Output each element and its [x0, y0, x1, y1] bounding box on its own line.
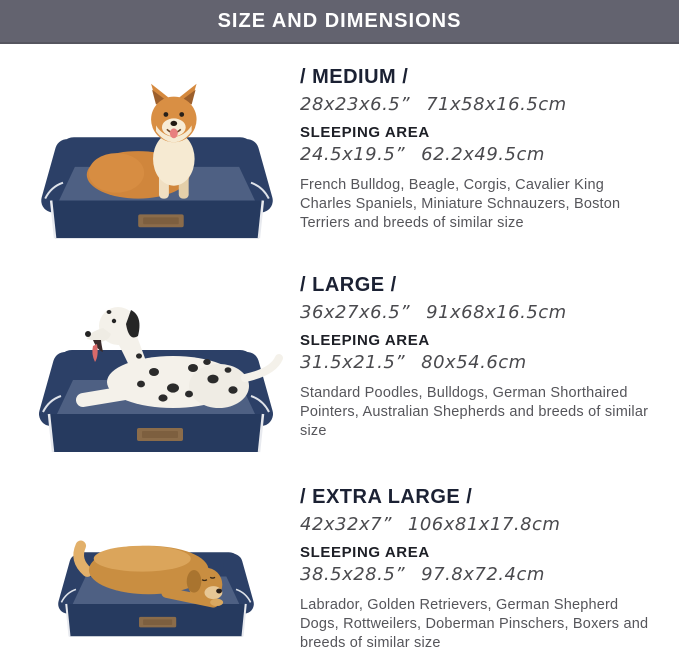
size-name: / EXTRA LARGE /	[300, 486, 473, 508]
breed-list: Labrador, Golden Retrievers, German Shepherd Dogs, Rottweilers, Doberman Pinschers, Boxers and breeds of similar size	[300, 597, 649, 652]
text-block-extra-large	[300, 486, 658, 653]
sleeping-inches: 31.5x21.5”	[300, 352, 406, 373]
dimensions-inches: 42x32x7”	[300, 514, 392, 535]
section-extra-large	[0, 480, 679, 652]
size-name: / LARGE /	[300, 274, 397, 296]
page-title: SIZE AND DIMENSIONS	[217, 9, 462, 32]
dimensions-inches: 36x27x6.5”	[300, 302, 411, 323]
text-block-medium	[300, 66, 658, 233]
sleeping-cm: 80x54.6cm	[421, 352, 527, 373]
sleeping-dimensions	[300, 144, 658, 165]
sleeping-area-label: SLEEPING AREA	[300, 124, 430, 141]
dimensions-cm: 91x68x16.5cm	[426, 302, 567, 323]
sleeping-area-label: SLEEPING AREA	[300, 332, 430, 349]
sleeping-dimensions	[300, 352, 658, 373]
dimensions-cm: 71x58x16.5cm	[426, 94, 567, 115]
photo-extra-large-bed	[12, 494, 300, 646]
header-bar	[0, 0, 679, 44]
dimensions-cm: 106x81x17.8cm	[407, 514, 561, 535]
dimensions-inches: 28x23x6.5”	[300, 94, 411, 115]
sleeping-area-label: SLEEPING AREA	[300, 544, 430, 561]
shiba-inu-on-bed-illustration	[22, 66, 292, 252]
text-block-large	[300, 274, 658, 441]
sleeping-inches: 24.5x19.5”	[300, 144, 406, 165]
golden-retriever-on-bed-illustration	[12, 494, 300, 646]
section-large	[0, 266, 679, 470]
outer-dimensions	[300, 94, 658, 115]
outer-dimensions	[300, 302, 658, 323]
sleeping-dimensions	[300, 564, 658, 585]
breed-list: French Bulldog, Beagle, Corgis, Cavalier King Charles Spaniels, Miniature Schnauzers, Boston Terriers and breeds of similar size	[300, 177, 621, 232]
outer-dimensions	[300, 514, 658, 535]
sleeping-cm: 97.8x72.4cm	[421, 564, 545, 585]
dalmatian-on-bed-illustration	[16, 278, 296, 466]
sleeping-inches: 38.5x28.5”	[300, 564, 406, 585]
size-name: / MEDIUM /	[300, 66, 409, 88]
sleeping-cm: 62.2x49.5cm	[421, 144, 545, 165]
photo-large-bed	[16, 278, 296, 466]
breed-list: Standard Poodles, Bulldogs, German Shorthaired Pointers, Australian Shepherds and breeds of similar size	[300, 385, 649, 440]
photo-medium-bed	[22, 66, 292, 252]
section-medium	[0, 56, 679, 260]
